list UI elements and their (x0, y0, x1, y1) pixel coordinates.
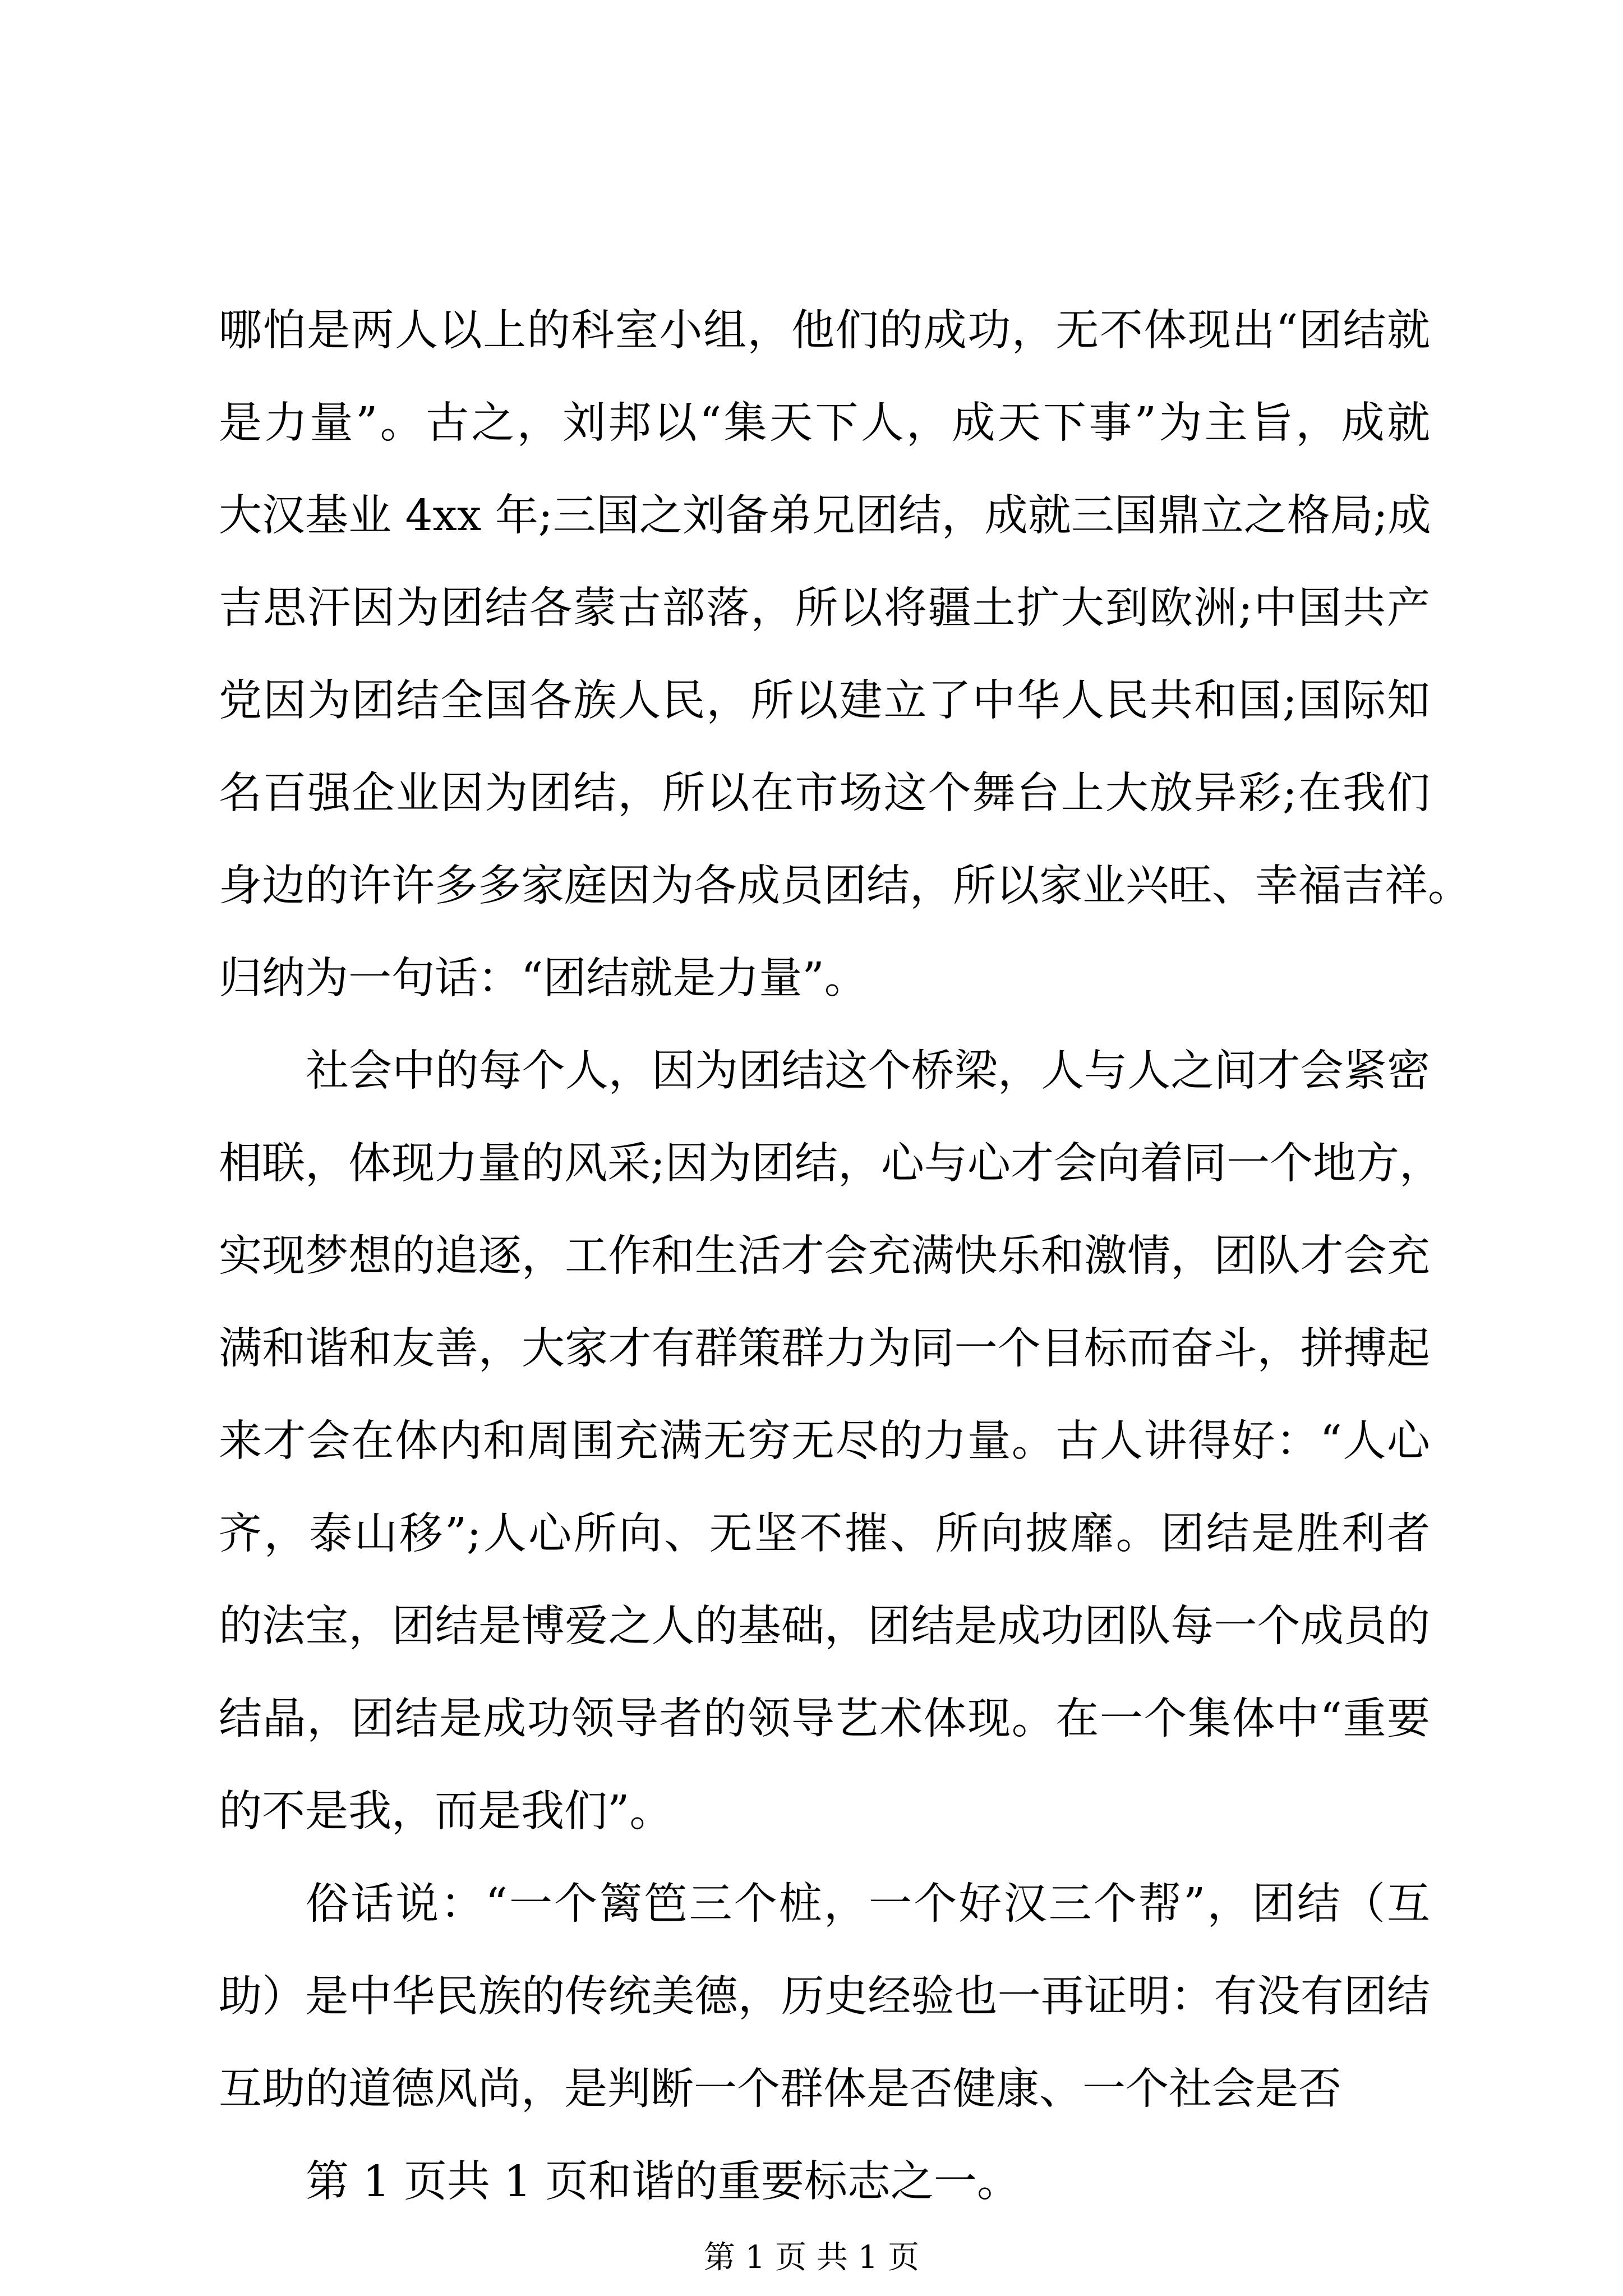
body-text-line: 吉思汗因为团结各蒙古部落，所以将疆土扩大到欧洲;中国共产 (219, 583, 1430, 633)
body-text-line: 实现梦想的追逐，工作和生活才会充满快乐和激情，团队才会充 (219, 1231, 1430, 1281)
body-text-line: 党因为团结全国各族人民，所以建立了中华人民共和国;国际知 (219, 676, 1430, 726)
body-text-line: 相联，体现力量的风采;因为团结，心与心才会向着同一个地方， (219, 1139, 1442, 1189)
body-text-line: 满和谐和友善，大家才有群策群力为同一个目标而奋斗，拼搏起 (219, 1324, 1430, 1374)
body-text-line: 的法宝，团结是博爱之人的基础，团结是成功团队每一个成员的 (219, 1602, 1430, 1651)
body-text-line: 助）是中华民族的传统美德，历史经验也一再证明：有没有团结 (219, 1972, 1430, 2022)
body-text-line: 身边的许许多多家庭因为各成员团结，所以家业兴旺、幸福吉祥。 (219, 861, 1471, 911)
paragraph-first-line: 俗话说：“一个篱笆三个桩，一个好汉三个帮”，团结（互 (306, 1879, 1430, 1929)
body-text-line: 归纳为一句话：“团结就是力量”。 (219, 954, 868, 1004)
page-footer: 第 1 页 共 1 页 (703, 2239, 920, 2276)
body-text-line: 结晶，团结是成功领导者的领导艺术体现。在一个集体中“重要 (219, 1694, 1430, 1744)
paragraph-first-line: 第 1 页共 1 页和谐的重要标志之一。 (306, 2157, 1020, 2207)
body-text-line: 是力量”。古之，刘邦以“集天下人，成天下事”为主旨，成就 (219, 398, 1430, 448)
body-text-line: 大汉基业 4xx 年;三国之刘备弟兄团结，成就三国鼎立之格局;成 (219, 491, 1431, 541)
body-text-line: 互助的道德风尚，是判断一个群体是否健康、一个社会是否 (219, 2064, 1341, 2114)
body-text-line: 的不是我，而是我们”。 (219, 1787, 673, 1837)
paragraph-first-line: 社会中的每个人，因为团结这个桥梁，人与人之间才会紧密 (306, 1046, 1430, 1096)
body-text-line: 来才会在体内和周围充满无穷无尽的力量。古人讲得好：“人心 (219, 1416, 1430, 1466)
body-text-line: 齐，泰山移”;人心所向、无坚不摧、所向披靡。团结是胜利者 (219, 1509, 1430, 1559)
body-text-line: 哪怕是两人以上的科室小组，他们的成功，无不体现出“团结就 (219, 306, 1430, 356)
body-text-line: 名百强企业因为团结，所以在市场这个舞台上大放异彩;在我们 (219, 769, 1430, 818)
